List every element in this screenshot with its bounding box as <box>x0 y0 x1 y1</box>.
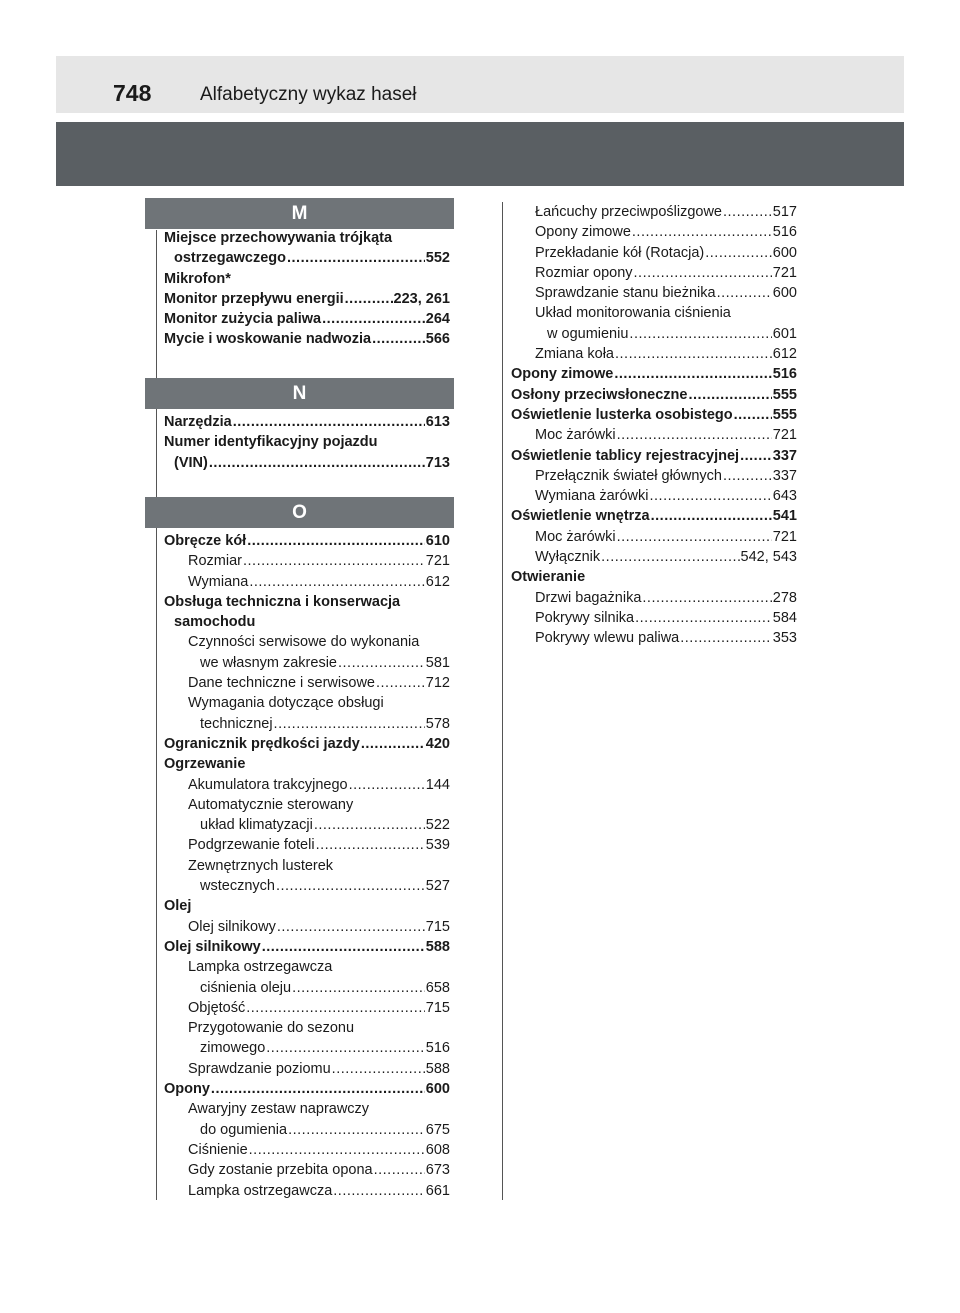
index-entry <box>511 405 797 425</box>
dot-leader <box>243 551 425 571</box>
index-entry-text: Awaryjny zestaw naprawczy <box>188 1101 370 1118</box>
index-entry-text: Łańcuchy przeciwpoślizgowe <box>535 204 722 220</box>
index-entry-text: samochodu <box>174 614 256 631</box>
index-entry <box>511 243 797 263</box>
index-entry-text: ostrzegawczego <box>174 250 286 267</box>
index-entry-page: 555 <box>772 406 797 423</box>
index-entry-text: Osłony przeciwsłoneczne <box>511 386 688 403</box>
index-entry-page: 600 <box>772 244 797 261</box>
index-entry <box>164 1018 450 1038</box>
dot-leader <box>734 405 772 425</box>
index-entry-text: Oświetlenie lusterka osobistego <box>511 406 733 423</box>
dot-leader <box>333 1181 425 1201</box>
index-entry <box>511 324 797 344</box>
dot-leader <box>617 425 772 445</box>
index-entry-page: 713 <box>425 454 450 471</box>
index-entry-text: Czynności serwisowe do wykonania <box>188 634 420 651</box>
index-entry-text: Akumulatora trakcyjnego <box>188 776 348 793</box>
index-entry <box>164 795 450 815</box>
index-entry <box>511 344 797 364</box>
index-entry <box>164 531 450 551</box>
index-entry <box>164 612 450 632</box>
index-entry-page: 581 <box>425 654 450 671</box>
index-entry <box>511 466 797 486</box>
dot-leader <box>209 453 425 473</box>
dot-leader <box>249 1140 425 1160</box>
index-entry-text: Lampka ostrzegawcza <box>188 959 333 976</box>
index-entry-page: 712 <box>425 675 450 692</box>
index-entry-page: 721 <box>425 553 450 570</box>
index-entry <box>164 998 450 1018</box>
index-entry-page: 721 <box>772 528 797 545</box>
index-entry-text: Numer identyfikacyjny pojazdu <box>164 434 378 451</box>
index-entry-text: Opony zimowe <box>511 366 614 383</box>
dot-leader <box>649 486 771 506</box>
index-entry-page: 584 <box>772 609 797 626</box>
index-entry-text: Mycie i woskowanie nadwozia <box>164 331 372 348</box>
index-entry-page: 673 <box>425 1162 450 1179</box>
dot-leader <box>705 243 772 263</box>
dot-leader <box>361 734 425 754</box>
index-entry-text: Gdy zostanie przebita opona <box>188 1162 373 1179</box>
index-entry <box>164 714 450 734</box>
index-entry-text: Zmiana koła <box>535 346 614 363</box>
dot-leader <box>723 202 772 222</box>
index-entry-text: Objętość <box>188 999 246 1016</box>
index-entry-text: Zewnętrznych lusterek <box>188 857 334 874</box>
index-entry-text: we własnym zakresie <box>200 654 337 671</box>
dot-leader <box>274 714 425 734</box>
dot-leader <box>262 937 425 957</box>
index-entry <box>164 835 450 855</box>
dot-leader <box>247 531 425 551</box>
index-entry <box>511 263 797 283</box>
dot-leader <box>632 222 772 242</box>
dot-leader <box>688 385 771 405</box>
index-entry-page: 658 <box>425 979 450 996</box>
letter-bar-n: N <box>145 378 454 409</box>
index-entry-page: 555 <box>772 386 797 403</box>
index-entry-page: 643 <box>772 488 797 505</box>
index-entry <box>511 588 797 608</box>
dot-leader <box>740 446 772 466</box>
index-entry-text: (VIN) <box>174 454 208 471</box>
section-n-entries <box>164 412 450 473</box>
index-entry-text: Moc żarówki <box>535 528 616 545</box>
dot-leader <box>338 653 425 673</box>
dot-leader <box>332 1059 425 1079</box>
index-entry <box>164 653 450 673</box>
index-entry-text: Obręcze kół <box>164 533 247 549</box>
index-entry <box>164 1099 450 1119</box>
dot-leader <box>629 324 771 344</box>
dot-leader <box>635 608 772 628</box>
index-entry-text: Podgrzewanie foteli <box>188 837 315 854</box>
index-entry-text: Narzędzia <box>164 414 232 430</box>
index-entry <box>164 1181 450 1201</box>
index-entry <box>511 506 797 526</box>
dot-leader <box>249 572 424 592</box>
index-entry <box>164 632 450 652</box>
index-entry <box>511 608 797 628</box>
index-entry-text: Monitor zużycia paliwa <box>164 311 322 328</box>
section-o-entries <box>164 531 450 1201</box>
index-entry-page: 144 <box>425 776 450 793</box>
index-entry <box>511 364 797 384</box>
dot-leader <box>680 628 772 648</box>
index-entry-text: wstecznych <box>200 878 275 895</box>
index-entry-text: Moc żarówki <box>535 427 616 444</box>
index-entry-page: 600 <box>772 285 797 302</box>
index-entry <box>511 303 797 323</box>
index-entry <box>164 978 450 998</box>
index-entry-page: 337 <box>772 447 797 464</box>
dot-leader <box>211 1079 425 1099</box>
dot-leader <box>642 588 771 608</box>
index-entry <box>164 856 450 876</box>
index-entry <box>164 551 450 571</box>
index-entry <box>511 202 797 222</box>
index-entry <box>164 876 450 896</box>
index-entry <box>164 775 450 795</box>
dot-leader <box>233 412 425 432</box>
index-entry-page: 578 <box>425 715 450 732</box>
index-entry-page: 541 <box>772 508 797 525</box>
index-entry-page: 516 <box>772 366 797 383</box>
index-entry-text: zimowego <box>200 1040 266 1057</box>
header-dark-band <box>56 122 904 186</box>
dot-leader <box>276 876 425 896</box>
index-entry <box>511 547 797 567</box>
index-entry-text: Dane techniczne i serwisowe <box>188 675 375 692</box>
index-entry <box>164 248 450 268</box>
index-entry <box>164 917 450 937</box>
index-entry-text: Pokrywy wlewu paliwa <box>535 630 680 647</box>
dot-leader <box>266 1038 425 1058</box>
section-o-continued-entries <box>511 202 797 649</box>
page-number: 748 <box>113 80 152 106</box>
dot-leader <box>292 978 425 998</box>
index-entry <box>164 754 450 774</box>
index-entry <box>164 453 450 473</box>
index-entry-text: Otwieranie <box>511 569 586 586</box>
index-entry <box>164 289 450 309</box>
index-entry-text: Przekładanie kół (Rotacja) <box>535 244 705 261</box>
dot-leader <box>349 775 425 795</box>
index-entry-page: 601 <box>772 325 797 342</box>
index-entry-text: Olej silnikowy <box>164 938 261 955</box>
index-entry-page: 715 <box>425 999 450 1016</box>
index-entry-text: Olej silnikowy <box>188 918 276 935</box>
index-entry-page: 420 <box>425 735 450 752</box>
index-entry-text: Przygotowanie do sezonu <box>188 1020 355 1037</box>
index-entry <box>164 1160 450 1180</box>
letter-bar-m: M <box>145 198 454 229</box>
index-entry-text: układ klimatyzacji <box>200 817 313 834</box>
index-entry <box>164 228 450 248</box>
dot-leader <box>614 364 771 384</box>
index-entry-page: 264 <box>425 311 450 328</box>
dot-leader <box>651 506 772 526</box>
dot-leader <box>615 344 772 364</box>
index-entry <box>164 896 450 916</box>
column-divider-left <box>156 230 157 1200</box>
index-entry-page: 337 <box>772 467 797 484</box>
index-entry <box>164 937 450 957</box>
index-entry-text: Olej <box>164 898 192 915</box>
index-entry <box>511 628 797 648</box>
index-entry <box>164 412 450 432</box>
index-entry-page: 612 <box>772 346 797 363</box>
index-entry-text: Monitor przepływu energii <box>164 290 344 307</box>
dot-leader <box>617 527 772 547</box>
index-entry-page: 223, 261 <box>393 290 450 307</box>
index-entry-page: 542, 543 <box>740 549 797 566</box>
index-entry-text: Ciśnienie <box>188 1141 248 1158</box>
index-entry-page: 613 <box>425 414 450 430</box>
index-entry <box>164 693 450 713</box>
index-entry <box>164 1120 450 1140</box>
header-top-band <box>56 56 904 113</box>
index-entry <box>511 567 797 587</box>
index-entry <box>511 527 797 547</box>
index-entry-page: 600 <box>425 1081 450 1098</box>
dot-leader <box>288 1120 425 1140</box>
index-entry-text: Drzwi bagażnika <box>535 589 642 606</box>
index-entry-page: 612 <box>425 573 450 590</box>
index-entry-text: Miejsce przechowywania trójkąta <box>164 230 393 246</box>
dot-leader <box>345 289 393 309</box>
dot-leader <box>634 263 772 283</box>
index-entry <box>164 592 450 612</box>
index-entry-text: technicznej <box>200 715 273 732</box>
dot-leader <box>277 917 425 937</box>
dot-leader <box>322 309 425 329</box>
index-entry <box>164 1140 450 1160</box>
index-entry-text: ciśnienia oleju <box>200 979 292 996</box>
index-entry-page: 721 <box>772 264 797 281</box>
letter-bar-o: O <box>145 497 454 528</box>
index-entry-text: Przełącznik świateł głównych <box>535 467 722 484</box>
index-entry-text: Oświetlenie tablicy rejestracyjnej <box>511 447 740 464</box>
dot-leader <box>287 248 425 268</box>
index-entry <box>164 572 450 592</box>
index-entry <box>164 432 450 452</box>
index-entry <box>511 222 797 242</box>
index-entry <box>164 1079 450 1099</box>
index-entry <box>164 1038 450 1058</box>
index-entry <box>164 269 450 289</box>
column-divider-right <box>502 202 503 1200</box>
index-entry-text: Wymiana żarówki <box>535 488 649 505</box>
index-entry-text: Sprawdzanie stanu bieżnika <box>535 285 716 302</box>
index-entry-text: Rozmiar <box>188 553 242 570</box>
index-entry <box>511 425 797 445</box>
index-entry-text: Wyłącznik <box>535 549 601 566</box>
index-entry-page: 353 <box>772 630 797 647</box>
index-entry-page: 522 <box>425 817 450 834</box>
index-entry <box>511 385 797 405</box>
index-entry-text: Opony zimowe <box>535 224 631 241</box>
index-entry-page: 516 <box>772 224 797 241</box>
index-entry-page: 675 <box>425 1121 450 1138</box>
dot-leader <box>246 998 425 1018</box>
index-entry-text: Automatycznie sterowany <box>188 796 354 813</box>
page-section-title: Alfabetyczny wykaz haseł <box>200 84 417 105</box>
index-entry-page: 715 <box>425 918 450 935</box>
index-entry-text: do ogumienia <box>200 1121 288 1138</box>
index-entry-page: 608 <box>425 1141 450 1158</box>
index-entry <box>164 673 450 693</box>
index-entry-page: 566 <box>425 331 450 348</box>
index-entry-text: Rozmiar opony <box>535 264 633 281</box>
index-entry-text: Pokrywy silnika <box>535 609 635 626</box>
index-entry-text: Sprawdzanie poziomu <box>188 1060 331 1077</box>
index-entry-page: 278 <box>772 589 797 606</box>
dot-leader <box>717 283 772 303</box>
index-entry-page: 610 <box>425 533 450 549</box>
index-entry-page: 517 <box>772 204 797 220</box>
index-entry-text: Układ monitorowania ciśnienia <box>535 305 731 322</box>
index-entry-text: Oświetlenie wnętrza <box>511 508 650 525</box>
index-entry <box>164 329 450 349</box>
index-entry-page: 552 <box>425 250 450 267</box>
index-entry-text: Mikrofon* <box>164 270 231 287</box>
index-entry-text: Obsługa techniczna i konserwacja <box>164 593 401 610</box>
index-entry-text: Wymagania dotyczące obsługi <box>188 695 384 712</box>
index-entry-text: Opony <box>164 1081 210 1098</box>
index-entry-page: 661 <box>425 1182 450 1199</box>
index-entry-page: 516 <box>425 1040 450 1057</box>
index-entry-page: 539 <box>425 837 450 854</box>
index-entry-text: Wymiana <box>188 573 249 590</box>
index-entry-text: Lampka ostrzegawcza <box>188 1182 333 1199</box>
dot-leader <box>376 673 425 693</box>
dot-leader <box>316 835 425 855</box>
dot-leader <box>374 1160 425 1180</box>
dot-leader <box>601 547 739 567</box>
index-entry <box>164 1059 450 1079</box>
index-entry <box>511 486 797 506</box>
index-entry-text: w ogumieniu <box>547 325 629 342</box>
dot-leader <box>314 815 425 835</box>
dot-leader <box>723 466 772 486</box>
index-entry-text: Ogranicznik prędkości jazdy <box>164 735 360 752</box>
index-entry-page: 588 <box>425 1060 450 1077</box>
dot-leader <box>372 329 425 349</box>
index-entry <box>164 957 450 977</box>
section-m-entries <box>164 228 450 350</box>
index-entry-page: 721 <box>772 427 797 444</box>
index-entry-page: 588 <box>425 938 450 955</box>
index-entry <box>164 309 450 329</box>
index-entry <box>164 815 450 835</box>
index-entry <box>511 283 797 303</box>
index-entry <box>511 446 797 466</box>
index-entry-text: Ogrzewanie <box>164 756 246 773</box>
index-entry-page: 527 <box>425 878 450 895</box>
index-entry <box>164 734 450 754</box>
